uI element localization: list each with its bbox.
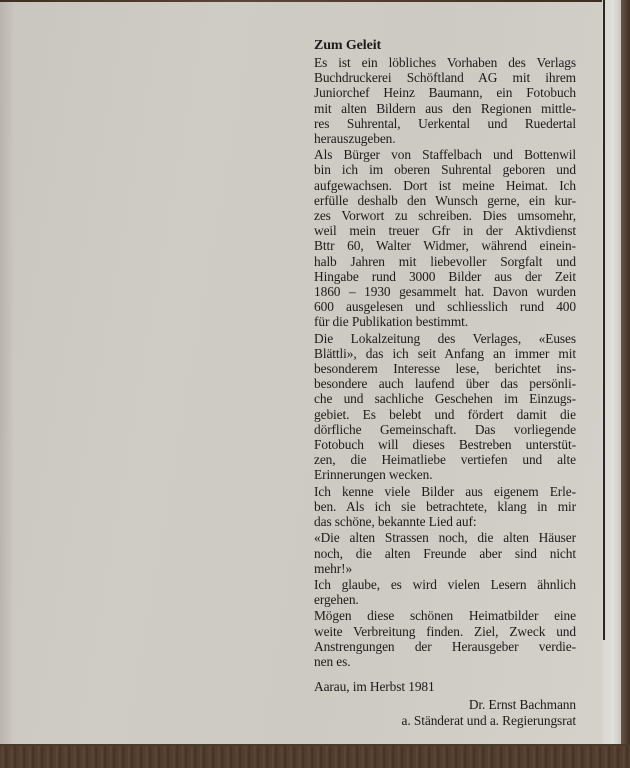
text-line: res Suhrental, Uerkental und Ruedertal: [314, 115, 576, 131]
text-line: zes Vorwort zu schreiben. Dies umsomehr,: [314, 208, 576, 224]
text-line: nen es.: [314, 653, 351, 669]
text-line: Die Lokalzeitung des Verlages, «Euses: [314, 330, 576, 346]
text-line: Fotobuch will dieses Bestreben unterstüt-: [314, 437, 576, 453]
text-line: Ich glaube, es wird vielen Lesern ähnlich: [314, 576, 576, 592]
text-line: Mögen diese schönen Heimatbilder eine: [314, 608, 576, 624]
text-line: Als Bürger von Staffelbach und Bottenwil: [314, 147, 576, 163]
paragraph-4: [314, 484, 576, 530]
foreword-heading: Zum Geleit: [314, 38, 382, 53]
foreword-text: [314, 37, 576, 728]
paragraph-1: [314, 55, 576, 146]
text-line: dörfliche Gemeinschaft. Das vorliegende: [314, 421, 576, 437]
text-line: weite Verbreitung finden. Ziel, Zweck und: [314, 623, 576, 639]
text-line: für die Publikation bestimmt.: [314, 314, 469, 330]
text-line: che und sachliche Geschehen im Einzugs-: [314, 391, 576, 407]
signature-title: a. Ständerat und a. Regierungsrat: [401, 712, 576, 728]
book-cover-edge: [603, 0, 605, 640]
paragraph-5: [314, 577, 576, 607]
text-line: Bttr 60, Walter Widmer, während einein-: [314, 238, 576, 254]
song-quote: [314, 530, 576, 576]
text-line: das schöne, bekannte Lied auf:: [314, 514, 477, 530]
text-line: besondere auch laufend über das persönli-: [314, 376, 576, 392]
paragraph-6: [314, 608, 576, 669]
text-line: Anstrengungen der Herausgeber verdie-: [314, 638, 576, 654]
text-line: noch, die alten Freunde aber sind nicht: [314, 545, 576, 561]
text-line: Juniorchef Heinz Baumann, ein Fotobuch: [314, 85, 576, 101]
text-line: zen, die Heimatliebe vertiefen und alte: [314, 452, 576, 468]
text-line: erfülle deshalb den Wunsch gerne, ein kur-: [314, 192, 576, 208]
text-line: mehr!»: [314, 560, 353, 576]
text-line: 1860 – 1930 gesammelt hat. Davon wurden: [314, 284, 576, 300]
text-line: halb Jahren mit liebevoller Sorgfalt und: [314, 253, 576, 269]
text-line: Ich kenne viele Bilder aus eigenem Erle-: [314, 483, 576, 499]
text-line: ben. Als ich sie betrachtete, klang in mir: [314, 498, 576, 514]
text-line: weil mein treuer Gfr in der Aktivdienst: [314, 223, 576, 239]
signature-name: Dr. Ernst Bachmann: [468, 697, 576, 713]
text-line: «Die alten Strassen noch, die alten Häuser: [314, 530, 576, 546]
text-line: Es ist ein löbliches Vorhaben des Verlags: [314, 55, 576, 70]
text-line: 600 ausgelesen und schliesslich rund 400: [314, 299, 576, 315]
text-line: bin ich im oberen Suhrental geboren und: [314, 162, 576, 178]
page-gutter-shadow: [0, 2, 14, 744]
place-and-date: Aarau, im Herbst 1981: [314, 679, 435, 695]
text-line: Blättli», das ich seit Anfang an immer mit: [314, 345, 576, 361]
table-surface-bottom: [0, 746, 630, 768]
text-line: ergehen.: [314, 592, 359, 608]
text-line: gebiet. Es belebt und fördert damit die: [314, 406, 576, 422]
table-surface-right: [621, 0, 630, 744]
text-line: Buchdruckerei Schöftland AG mit ihrem: [314, 70, 576, 86]
text-line: besonderem Interesse lese, berichtet ins-: [314, 361, 576, 377]
text-line: aufgewachsen. Dort ist meine Heimat. Ich: [314, 177, 576, 193]
text-line: herauszugeben.: [314, 131, 396, 147]
text-line: mit alten Bildern aus den Regionen mittle-: [314, 100, 576, 116]
paragraph-3: [314, 331, 576, 483]
text-line: Hingabe rund 3000 Bilder aus der Zeit: [314, 268, 576, 284]
text-line: Erinnerungen wecken.: [314, 467, 433, 483]
paragraph-2: [314, 147, 576, 329]
